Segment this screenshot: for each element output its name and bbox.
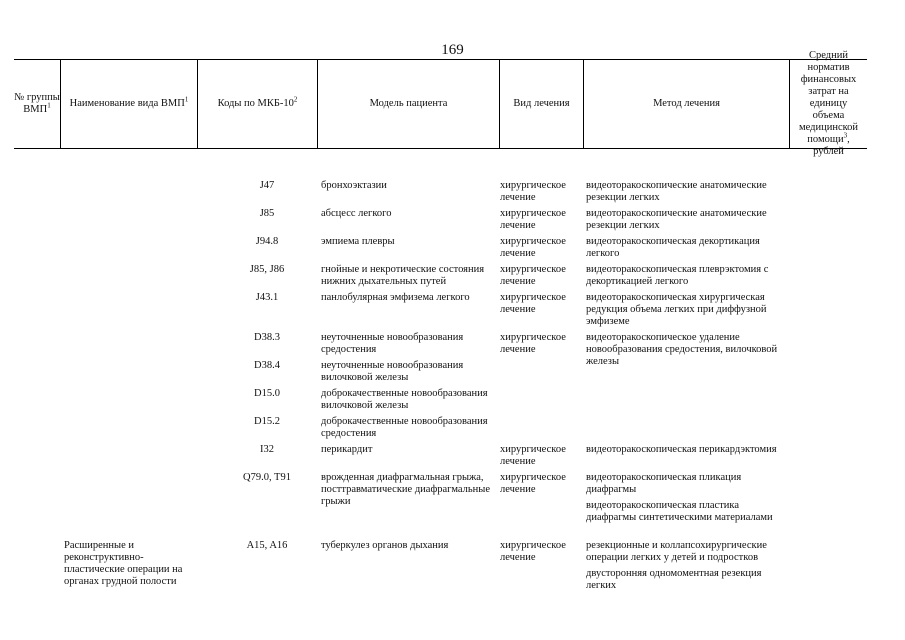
- row-code: A15, A16: [246, 540, 288, 551]
- row-code: D15.2: [254, 416, 280, 427]
- row-model: абсцесс легкого: [321, 208, 392, 219]
- row-code: J94.8: [255, 236, 279, 247]
- row-type: хирургическое лечение: [500, 264, 566, 287]
- row-method: видеоторакоскопические анатомические резекции легких: [586, 180, 767, 203]
- row-code: J85, J86: [249, 264, 285, 275]
- row-method-secondary: видеоторакоскопическая пластика диафрагмы синтетическими материалами: [586, 500, 773, 523]
- row-type: хирургическое лечение: [500, 540, 566, 563]
- page-number: 169: [441, 42, 464, 58]
- row-code: J47: [259, 180, 275, 191]
- row-model: врожденная диафрагмальная грыжа, посттравматические диафрагмальные грыжи: [321, 472, 491, 507]
- header-name: Наименование вида ВМП$^1$: [60, 60, 197, 148]
- row-model: неуточненные новообразования вилочковой железы: [321, 360, 464, 383]
- row-model: бронхоэктазии: [321, 180, 387, 191]
- row-method-secondary: двусторонняя одномоментная резекция легких: [586, 568, 762, 591]
- header-type: Вид лечения: [499, 60, 583, 148]
- row-code: D15.0: [254, 388, 280, 399]
- row-method: видеоторакоскопическая декортикация легкого: [586, 236, 760, 259]
- row-model: неуточненные новообразования средостения: [321, 332, 464, 355]
- row-vmp-name: Расширенные и реконструктивно-пластические операции на органах грудной полости: [64, 540, 183, 587]
- header-codes: Коды по МКБ-$10^2$: [197, 60, 317, 148]
- row-type: хирургическое лечение: [500, 444, 566, 467]
- header-cost: Средний норматив финансовых затрат на единицу объема медицинской помощи$^3$, рублей: [789, 60, 867, 148]
- row-model: перикардит: [321, 444, 373, 455]
- row-method: видеоторакоскопические анатомические резекции легких: [586, 208, 767, 231]
- row-type: хирургическое лечение: [500, 292, 566, 315]
- row-method: видеоторакоскопическая хирургическая редукция объема легких при диффузной эмфиземе: [586, 292, 767, 327]
- row-method: видеоторакоскопическая плеврэктомия с декортикацией легкого: [586, 264, 769, 287]
- row-type: хирургическое лечение: [500, 208, 566, 231]
- header-model: Модель пациента: [317, 60, 499, 148]
- row-code: D38.3: [254, 332, 280, 343]
- row-code: J43.1: [255, 292, 279, 303]
- row-code: I32: [260, 444, 274, 455]
- row-method: видеоторакоскопическая перикардэктомия: [586, 444, 777, 455]
- row-type: хирургическое лечение: [500, 236, 566, 259]
- row-code: J85: [259, 208, 275, 219]
- row-model: доброкачественные новообразования вилочковой железы: [321, 388, 488, 411]
- row-model: гнойные и некротические состояния нижних дыхательных путей: [321, 264, 485, 287]
- row-type: хирургическое лечение: [500, 472, 566, 495]
- row-code: Q79.0, T91: [243, 472, 291, 483]
- row-type: хирургическое лечение: [500, 332, 566, 355]
- row-model: туберкулез органов дыхания: [321, 540, 449, 551]
- row-type: хирургическое лечение: [500, 180, 566, 203]
- row-code: D38.4: [254, 360, 280, 371]
- row-model: доброкачественные новообразования средостения: [321, 416, 488, 439]
- row-model: панлобулярная эмфизема легкого: [321, 292, 470, 303]
- row-method: видеоторакоскопическая пликация диафрагмы: [586, 472, 742, 495]
- row-method: резекционные и коллапсохирургические операции легких у детей и подростков: [586, 540, 767, 563]
- row-model: эмпиема плевры: [321, 236, 395, 247]
- header-method: Метод лечения: [583, 60, 789, 148]
- row-method: видеоторакоскопическое удаление новообразования средостения, вилочковой железы: [586, 332, 778, 367]
- header-group: № группы ВМП$^1$: [14, 92, 60, 115]
